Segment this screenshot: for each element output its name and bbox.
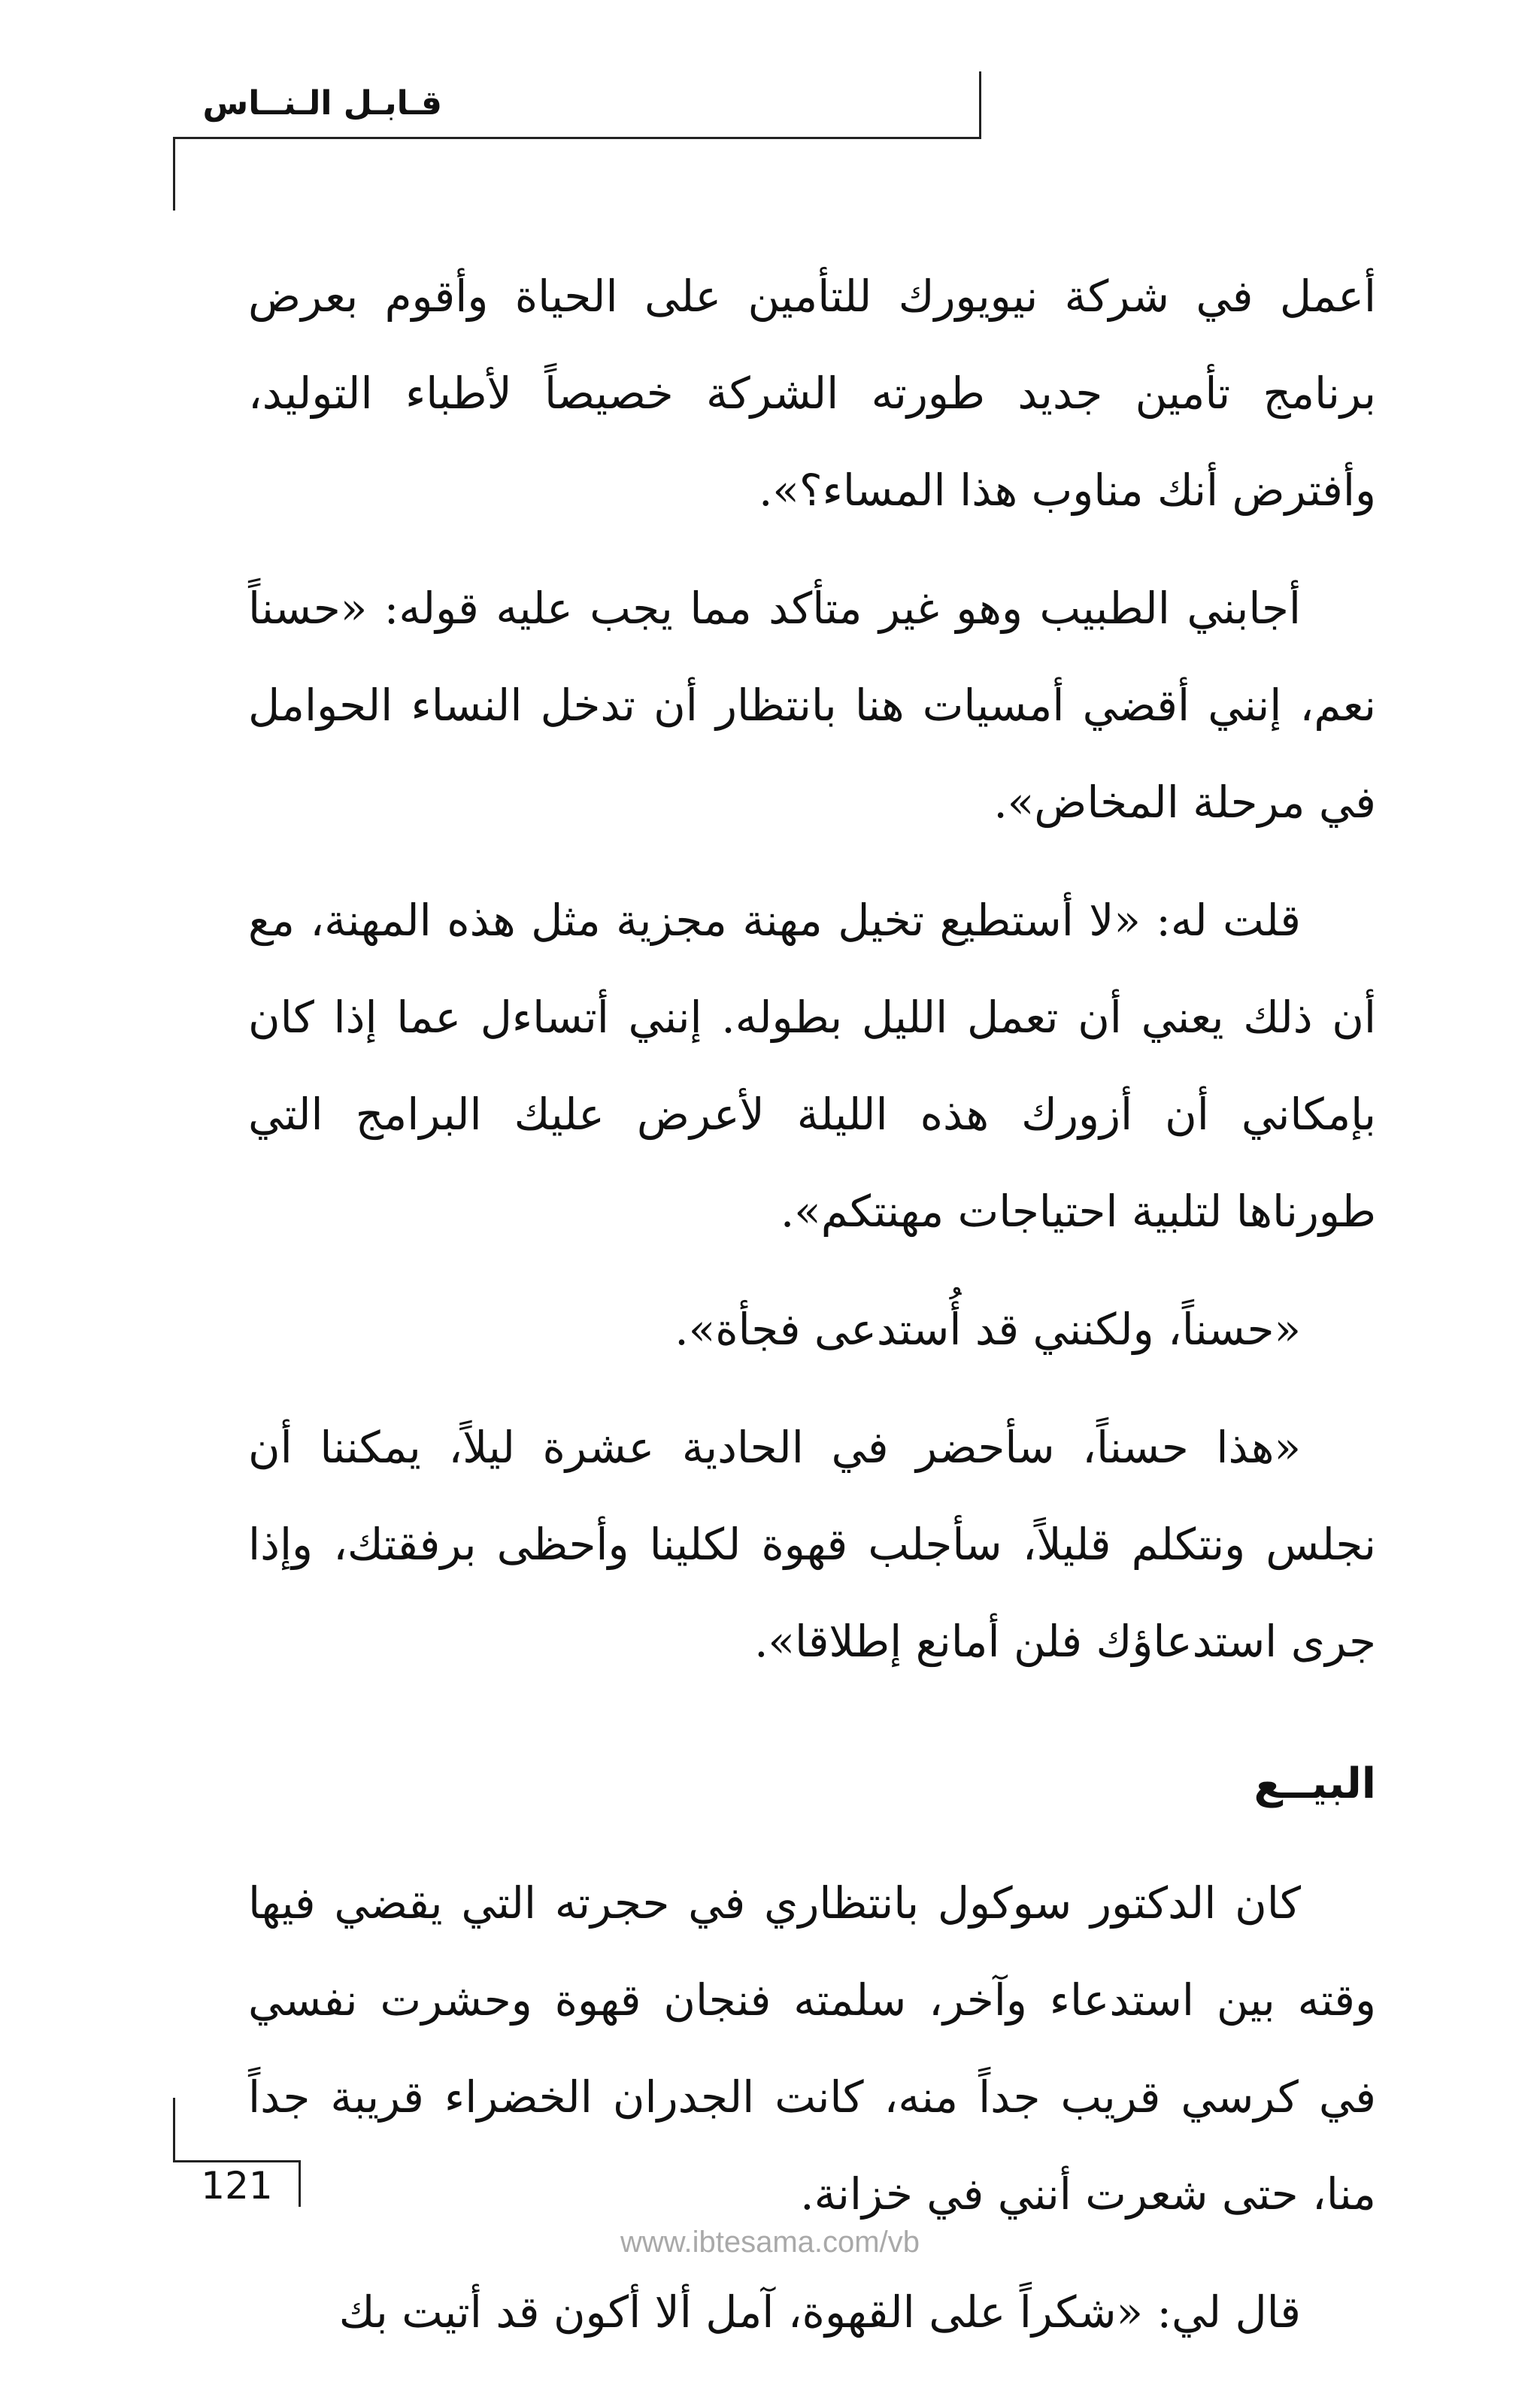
- footer-rule-horizontal: [173, 2160, 301, 2162]
- header-rule-horizontal: [173, 137, 981, 139]
- page-body: [248, 248, 1376, 2382]
- watermark-url: www.ibtesama.com/vb: [620, 2226, 920, 2259]
- paragraph-2: أجابني الطبيب وهو غير متأكد مما يجب عليه قوله: «حسناً نعم، إنني أقضي أمسيات هنا بانتظار أن تدخل النساء الحوامل في مرحلة المخاض».: [248, 583, 1376, 828]
- paragraph-5: «هذا حسناً، سأحضر في الحادية عشرة ليلاً، يمكننا أن نجلس ونتكلم قليلاً، سأجلب قهوة لكلينا وأحظى برفقتك، وإذا جرى استدعاؤك فلن أمانع إطلاقا».: [248, 1422, 1376, 1667]
- paragraph-1: أعمل في شركة نيويورك للتأمين على الحياة وأقوم بعرض برنامج تأمين جديد طورته الشركة خصيصاً لأطباء التوليد، وأفترض أنك مناوب هذا المساء؟».: [248, 271, 1376, 516]
- footer-rule-vertical: [173, 2098, 175, 2162]
- paragraph-4: «حسناً، ولكنني قد أُستدعى فجأة».: [675, 1304, 1301, 1355]
- header-rule-vertical-right: [979, 71, 981, 139]
- section-paragraph-2: قال لي: «شكراً على القهوة، آمل ألا أكون قد أتيت بك: [338, 2287, 1301, 2338]
- section-paragraph-1: كان الدكتور سوكول بانتظاري في حجرته التي يقضي فيها وقته بين استدعاء وآخر، سلمته فنجان قهوة وحشرت نفسي في كرسي قريب جداً منه، كانت الجدران الخضراء قريبة جداً منا، حتى شعرت أنني في خزانة.: [248, 1877, 1376, 2220]
- running-header-title: قـابـل الـنــاس: [202, 84, 442, 123]
- footer-rule-vertical-right: [299, 2160, 301, 2207]
- page-number: 121: [201, 2164, 273, 2208]
- section-heading: البيــع: [1254, 1759, 1376, 1808]
- header-rule-vertical-left: [173, 137, 175, 211]
- paragraph-3: قلت له: «لا أستطيع تخيل مهنة مجزية مثل هذه المهنة، مع أن ذلك يعني أن تعمل الليل بطوله. إنني أتساءل عما إذا كان بإمكاني أن أزورك هذه الليلة لأعرض عليك البرامج التي طورناها لتلبية احتياجات مهنتكم».: [248, 895, 1376, 1237]
